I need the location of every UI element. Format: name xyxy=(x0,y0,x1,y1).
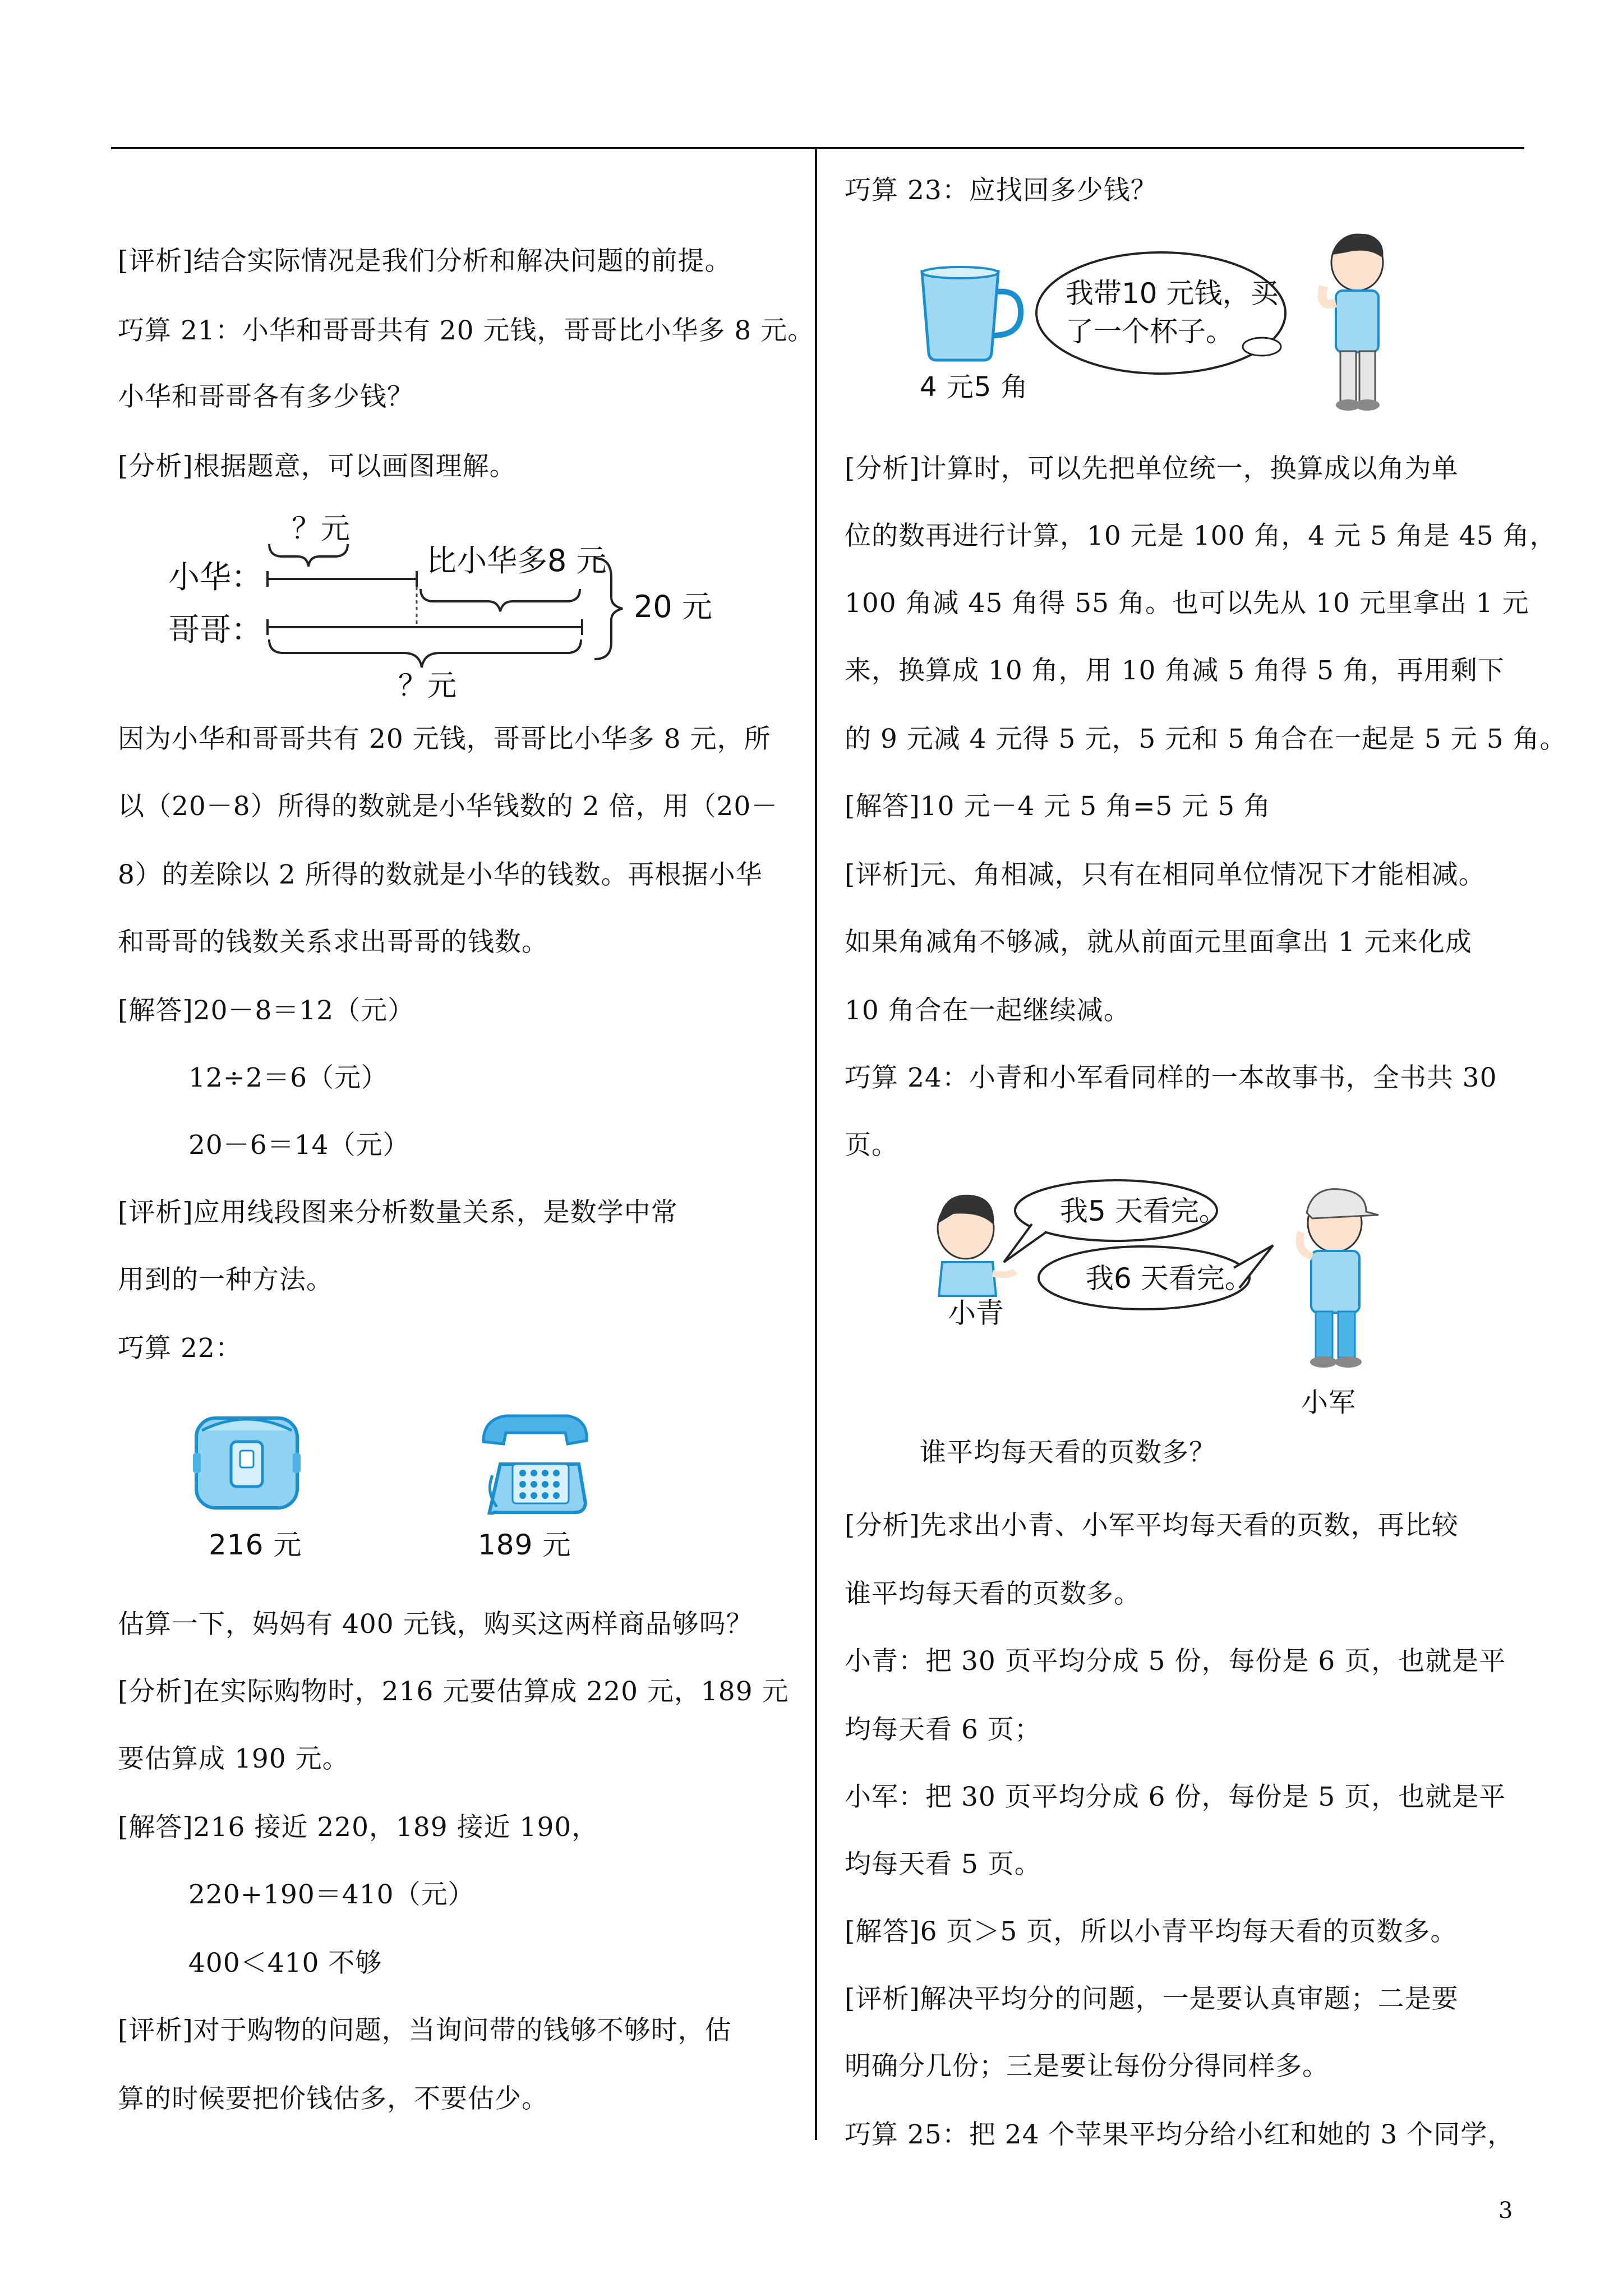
paragraph: [评析]应用线段图来分析数量关系，是数学中常 xyxy=(118,1197,678,1228)
paragraph: 估算一下，妈妈有 400 元钱，购买这两样商品够吗？ xyxy=(118,1609,753,1640)
bubble-xiaoqing: 我5 天看完。 xyxy=(1060,1195,1227,1227)
paragraph: 谁平均每天看的页数多。 xyxy=(845,1579,1141,1609)
header-rule xyxy=(111,147,1524,149)
diagram-diff-label: 比小华多8 元 xyxy=(426,543,607,578)
problem-22-title: 巧算 22： xyxy=(118,1333,242,1364)
rice-cooker-illustration xyxy=(191,1408,303,1515)
bubble-xiaojun: 我6 天看完。 xyxy=(1086,1262,1253,1295)
paragraph: 8）的差除以 2 所得的数就是小华的钱数。再根据小华 xyxy=(118,859,763,890)
paragraph: 页。 xyxy=(845,1130,898,1161)
answer-line: [解答]216 接近 220，189 接近 190， xyxy=(118,1812,599,1843)
problem-21-title: 巧算 21：小华和哥哥共有 20 元钱，哥哥比小华多 8 元。 xyxy=(118,315,815,346)
paragraph: 均每天看 6 页； xyxy=(845,1714,1041,1745)
page-number: 3 xyxy=(1498,2198,1513,2224)
paragraph: 小青：把 30 页平均分成 5 份，每份是 6 页，也就是平 xyxy=(845,1646,1506,1677)
paragraph: [评析]对于购物的问题，当询问带的钱够不够时，估 xyxy=(118,2015,732,2046)
paragraph: 小华和哥哥各有多少钱？ xyxy=(118,381,414,412)
telephone-illustration xyxy=(478,1408,590,1515)
paragraph: 和哥哥的钱数关系求出哥哥的钱数。 xyxy=(118,927,548,958)
answer-line: [解答]10 元－4 元 5 角=5 元 5 角 xyxy=(845,791,1271,822)
row-label-xiaohua: 小华： xyxy=(168,559,262,596)
answer-line: [解答]20－8＝12（元） xyxy=(118,995,415,1026)
paragraph: [评析]元、角相减，只有在相同单位情况下才能相减。 xyxy=(845,859,1486,890)
paragraph: 的 9 元减 4 元得 5 元，5 元和 5 角合在一起是 5 元 5 角。 xyxy=(845,724,1567,754)
speech-bubble xyxy=(1032,247,1301,381)
reading-kids-illustration xyxy=(920,1178,1436,1391)
paragraph: [评析]解决平均分的问题，一是要认真审题；二是要 xyxy=(845,1984,1459,2014)
name-xiaojun: 小军 xyxy=(1301,1387,1357,1418)
boy-illustration xyxy=(1301,230,1413,415)
paragraph: [分析]计算时，可以先把单位统一，换算成以角为单 xyxy=(845,453,1459,484)
column-divider xyxy=(815,147,817,2140)
paragraph: 10 角合在一起继续减。 xyxy=(845,995,1131,1026)
paragraph: 用到的一种方法。 xyxy=(118,1264,333,1295)
paragraph: [分析]在实际购物时，216 元要估算成 220 元，189 元 xyxy=(118,1676,789,1707)
problem-23-title: 巧算 23：应找回多少钱？ xyxy=(845,175,1158,206)
xiaoqing-figure xyxy=(938,1195,1015,1296)
paragraph: 以（20－8）所得的数就是小华钱数的 2 倍，用（20－ xyxy=(118,791,778,822)
paragraph: [分析]先求出小青、小军平均每天看的页数，再比较 xyxy=(845,1510,1459,1541)
paragraph: 均每天看 5 页。 xyxy=(845,1849,1041,1880)
price-label: 216 元 xyxy=(209,1529,302,1561)
paragraph: 100 角减 45 角得 55 角。也可以先从 10 元里拿出 1 元 xyxy=(845,588,1529,619)
bubble-line-1: 我带10 元钱，买 xyxy=(1066,277,1279,310)
paragraph: [分析]根据题意，可以画图理解。 xyxy=(118,451,517,482)
paragraph: 位的数再进行计算，10 元是 100 角，4 元 5 角是 45 角， xyxy=(845,521,1557,551)
paragraph: 算的时候要把价钱估多，不要估少。 xyxy=(118,2083,548,2114)
answer-line: 220+190＝410（元） xyxy=(188,1879,475,1910)
xiaojun-figure xyxy=(1300,1189,1379,1368)
paragraph: 因为小华和哥哥共有 20 元钱，哥哥比小华多 8 元，所 xyxy=(118,724,771,754)
diagram-top-label: ？元 xyxy=(292,512,351,546)
problem-25-title: 巧算 25：把 24 个苹果平均分给小红和她的 3 个同学， xyxy=(845,2119,1515,2150)
bubble-line-2: 了一个杯子。 xyxy=(1066,315,1234,348)
answer-line: [解答]6 页＞5 页，所以小青平均每天看的页数多。 xyxy=(845,1916,1458,1947)
problem-24-title: 巧算 24：小青和小军看同样的一本故事书，全书共 30 xyxy=(845,1062,1497,1093)
paragraph: 如果角减角不够减，就从前面元里面拿出 1 元来化成 xyxy=(845,927,1472,958)
diagram-bottom-label: ？元 xyxy=(398,669,457,703)
cup-price-label: 4 元5 角 xyxy=(920,371,1029,403)
paragraph: 要估算成 190 元。 xyxy=(118,1743,349,1774)
name-xiaoqing: 小青 xyxy=(948,1297,1004,1329)
price-label: 189 元 xyxy=(478,1529,571,1561)
paragraph: 来，换算成 10 角，用 10 角减 5 角得 5 角，再用剩下 xyxy=(845,655,1505,686)
paragraph: [评析]结合实际情况是我们分析和解决问题的前提。 xyxy=(118,246,732,277)
answer-line: 20－6＝14（元） xyxy=(188,1130,410,1161)
line-segment-diagram xyxy=(157,505,751,707)
problem-24-question: 谁平均每天看的页数多？ xyxy=(920,1437,1216,1468)
paragraph: 明确分几份；三是要让每份分得同样多。 xyxy=(845,2051,1329,2082)
diagram-total-label: 20 元 xyxy=(634,589,712,624)
paragraph: 小军：把 30 页平均分成 6 份，每份是 5 页，也就是平 xyxy=(845,1782,1506,1812)
row-label-gege: 哥哥： xyxy=(168,612,262,648)
cup-illustration xyxy=(914,264,1026,365)
answer-line: 12÷2＝6（元） xyxy=(188,1062,388,1093)
answer-line: 400＜410 不够 xyxy=(188,1948,382,1978)
